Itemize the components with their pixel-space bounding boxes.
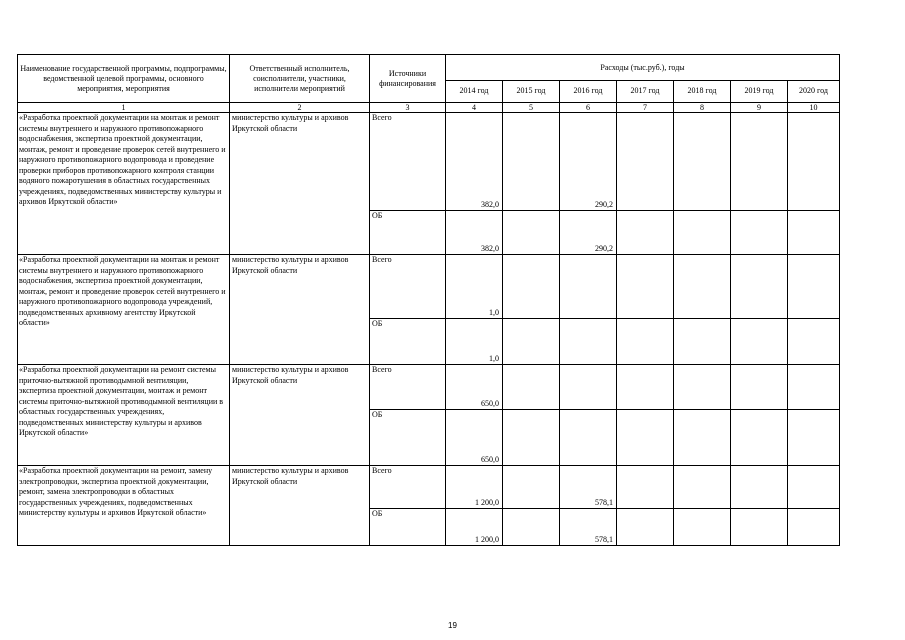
header-name: Наименование государственной программы, подпрограммы, ведомственной целевой программы, основного мероприятия, мероприятия — [18, 55, 230, 103]
header-source: Источники финансирования — [370, 55, 446, 103]
value-cell — [560, 410, 617, 466]
column-number: 5 — [503, 103, 560, 113]
value-cell — [731, 319, 788, 365]
value-cell — [731, 211, 788, 255]
header-year: 2017 год — [617, 81, 674, 103]
executor: министерство культуры и архивов Иркутской области — [230, 466, 370, 546]
value-cell — [503, 509, 560, 546]
value-cell: 290,2 — [560, 113, 617, 211]
value-cell: 578,1 — [560, 466, 617, 509]
value-cell — [788, 410, 840, 466]
value-cell: 650,0 — [446, 365, 503, 410]
value-cell — [617, 113, 674, 211]
source-label: Всего — [370, 255, 446, 319]
header-year: 2018 год — [674, 81, 731, 103]
value-cell — [617, 255, 674, 319]
value-cell: 290,2 — [560, 211, 617, 255]
value-cell — [731, 113, 788, 211]
value-cell: 1 200,0 — [446, 466, 503, 509]
value-cell: 382,0 — [446, 211, 503, 255]
column-number: 6 — [560, 103, 617, 113]
table-row — [18, 365, 840, 410]
value-cell — [731, 509, 788, 546]
executor: министерство культуры и архивов Иркутской области — [230, 365, 370, 466]
table-row — [18, 255, 840, 319]
expenses-table — [17, 54, 840, 546]
source-label: ОБ — [370, 211, 446, 255]
value-cell — [674, 211, 731, 255]
value-cell — [503, 319, 560, 365]
value-cell — [674, 466, 731, 509]
column-number: 10 — [788, 103, 840, 113]
value-cell — [674, 410, 731, 466]
source-label: Всего — [370, 365, 446, 410]
value-cell: 578,1 — [560, 509, 617, 546]
value-cell — [731, 365, 788, 410]
value-cell — [503, 255, 560, 319]
header-year: 2016 год — [560, 81, 617, 103]
value-cell — [560, 255, 617, 319]
header-year: 2020 год — [788, 81, 840, 103]
value-cell: 1 200,0 — [446, 509, 503, 546]
value-cell — [503, 466, 560, 509]
value-cell — [788, 211, 840, 255]
header-year: 2014 год — [446, 81, 503, 103]
source-label: ОБ — [370, 319, 446, 365]
value-cell — [674, 113, 731, 211]
value-cell — [674, 319, 731, 365]
value-cell — [560, 365, 617, 410]
value-cell — [731, 410, 788, 466]
value-cell — [788, 319, 840, 365]
value-cell — [617, 365, 674, 410]
column-number: 2 — [230, 103, 370, 113]
executor: министерство культуры и архивов Иркутской области — [230, 255, 370, 365]
header-expenses: Расходы (тыс.руб.), годы — [446, 55, 840, 81]
header-executor: Ответственный исполнитель, соисполнители, участники, исполнители мероприятий — [230, 55, 370, 103]
value-cell — [617, 509, 674, 546]
value-cell — [503, 410, 560, 466]
value-cell — [503, 113, 560, 211]
value-cell — [617, 319, 674, 365]
value-cell — [674, 365, 731, 410]
column-number: 3 — [370, 103, 446, 113]
column-number: 9 — [731, 103, 788, 113]
source-label: Всего — [370, 466, 446, 509]
activity-name: «Разработка проектной документации на монтаж и ремонт системы внутреннего и наружного противопожарного водоснабжения, экспертиза проектной документации, монтаж, ремонт и проведение проверок сетей внутреннего и наружного противопожарного водопровода учреждений, подведомственных архивному агентству Иркутской области» — [18, 255, 230, 365]
value-cell — [788, 365, 840, 410]
source-label: Всего — [370, 113, 446, 211]
value-cell — [731, 255, 788, 319]
value-cell — [617, 410, 674, 466]
table-row — [18, 113, 840, 211]
value-cell: 382,0 — [446, 113, 503, 211]
source-label: ОБ — [370, 410, 446, 466]
value-cell — [503, 211, 560, 255]
activity-name: «Разработка проектной документации на монтаж и ремонт системы внутреннего и наружного противопожарного водоснабжения, экспертиза проектной документации, монтаж, ремонт и проведение проверок сетей внутреннего и наружного противопожарного водопровода и проведение проверки приборов противопожарного контроля станции водяного пожаротушения в областных государственных учреждениях, подведомственных министерству культуры и архивов Иркутской области» — [18, 113, 230, 255]
value-cell — [560, 319, 617, 365]
value-cell — [788, 509, 840, 546]
table-row — [18, 466, 840, 509]
column-number: 8 — [674, 103, 731, 113]
source-label: ОБ — [370, 509, 446, 546]
value-cell: 1,0 — [446, 319, 503, 365]
activity-name: «Разработка проектной документации на ремонт системы приточно-вытяжной противодымной вентиляции, экспертиза проектной документации, монтаж и ремонт системы приточно-вытяжной противодымной вентиляции в областных государственных учреждениях, подведомственных министерству культуры и архивов Иркутской области» — [18, 365, 230, 466]
value-cell — [503, 365, 560, 410]
page-number: 19 — [448, 621, 457, 630]
column-number: 7 — [617, 103, 674, 113]
value-cell — [788, 255, 840, 319]
executor: министерство культуры и архивов Иркутской области — [230, 113, 370, 255]
header-year: 2019 год — [731, 81, 788, 103]
value-cell — [617, 211, 674, 255]
value-cell — [788, 466, 840, 509]
value-cell — [674, 255, 731, 319]
value-cell: 1,0 — [446, 255, 503, 319]
value-cell — [731, 466, 788, 509]
column-number: 1 — [18, 103, 230, 113]
value-cell — [674, 509, 731, 546]
header-year: 2015 год — [503, 81, 560, 103]
column-number: 4 — [446, 103, 503, 113]
value-cell: 650,0 — [446, 410, 503, 466]
value-cell — [788, 113, 840, 211]
value-cell — [617, 466, 674, 509]
activity-name: «Разработка проектной документации на ремонт, замену электропроводки, экспертиза проектной документации, ремонт, замена электропроводки в областных государственных учреждениях, подведомственных министерству культуры и архивов Иркутской области» — [18, 466, 230, 546]
